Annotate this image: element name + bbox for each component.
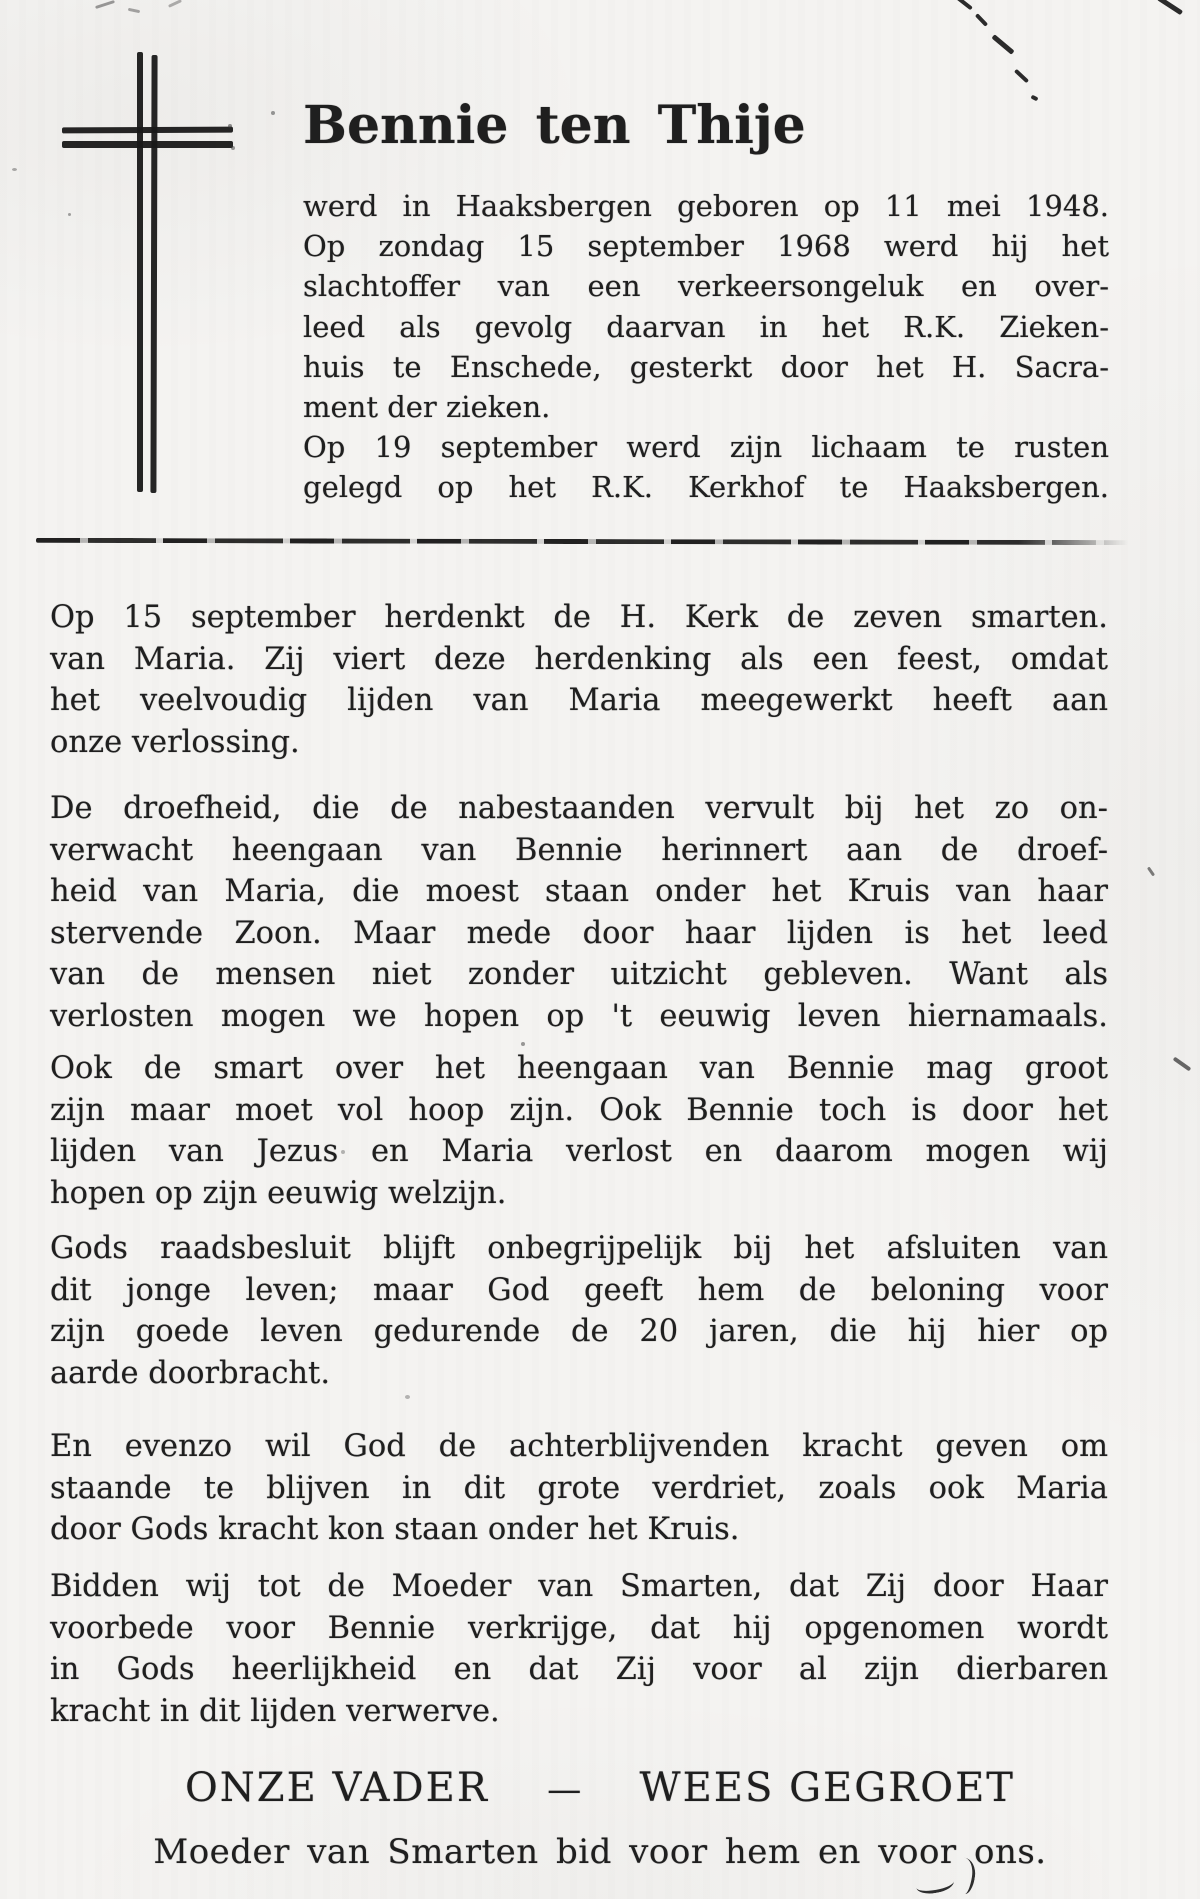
prayer-separator: — bbox=[547, 1770, 582, 1810]
text-line: verwacht heengaan van Bennie herinnert aan de droef- bbox=[50, 832, 1108, 868]
text-line: De droefheid, die de nabestaanden vervult bij het zo on- bbox=[50, 791, 1108, 826]
text-line: dit jonge leven; maar God geeft hem de beloning voor bbox=[50, 1272, 1108, 1308]
scan-scratch bbox=[953, 0, 973, 10]
scan-speck bbox=[231, 146, 235, 150]
scan-scratch bbox=[1157, 0, 1183, 15]
scan-speck bbox=[271, 111, 275, 115]
text-line: verlosten mogen we hopen op 't eeuwig leven hiernamaals. bbox=[50, 998, 1108, 1034]
scan-speck bbox=[68, 213, 71, 216]
text-line: onze verlossing. bbox=[50, 724, 300, 760]
text-line: gelegd op het R.K. Kerkhof te Haaksbergen. bbox=[303, 470, 1109, 505]
text-line: Op zondag 15 september 1968 werd hij het bbox=[303, 229, 1109, 264]
closing-line: Moeder van Smarten bid voor hem en voor ons. bbox=[153, 1832, 1047, 1872]
text-line: Op 19 september werd zijn lichaam te rusten bbox=[303, 430, 1109, 465]
text-line: ment der zieken. bbox=[303, 389, 551, 424]
text-line: hopen op zijn eeuwig welzijn. bbox=[50, 1175, 507, 1211]
text-line: Bidden wij tot de Moeder van Smarten, dat Zij door Haar bbox=[50, 1569, 1108, 1604]
scan-speck bbox=[12, 168, 17, 171]
pen-mark bbox=[915, 1873, 955, 1896]
text-line: huis te Enschede, gesterkt door het H. Sacra- bbox=[303, 349, 1109, 384]
divider-line bbox=[36, 538, 1128, 545]
scan-scratch bbox=[1173, 1057, 1192, 1072]
scan-speck bbox=[228, 124, 232, 128]
text-line: staande te blijven in dit grote verdriet, zoals ook Maria bbox=[50, 1470, 1108, 1506]
text-line: door Gods kracht kon staan onder het Kruis. bbox=[50, 1512, 740, 1547]
text-line: En evenzo wil God de achterblijvenden kracht geven om bbox=[50, 1429, 1108, 1464]
text-line: zijn maar moet vol hoop zijn. Ook Bennie toch is door het bbox=[50, 1092, 1108, 1128]
deceased-name: Bennie ten Thije bbox=[303, 95, 806, 156]
scan-scratch bbox=[1030, 95, 1038, 102]
prayer-line bbox=[185, 1764, 1015, 1814]
paragraph-hope bbox=[50, 1048, 1108, 1214]
text-line: kracht in dit lijden verwerve. bbox=[50, 1693, 500, 1729]
text-line: werd in Haaksbergen geboren op 11 mei 1948. bbox=[303, 189, 1109, 223]
text-line: leed als gevolg daarvan in het R.K. Zieken- bbox=[303, 309, 1109, 344]
biography-paragraph bbox=[303, 186, 1109, 508]
text-line: heid van Maria, die moest staan onder het Kruis van haar bbox=[50, 874, 1108, 909]
cross-horizontal-bar bbox=[62, 127, 233, 134]
scan-speck bbox=[405, 1395, 410, 1399]
cross-vertical-bar bbox=[137, 52, 143, 492]
cross-horizontal-bar bbox=[62, 141, 233, 148]
paragraph-grief bbox=[50, 788, 1108, 1037]
scan-scratch bbox=[168, 0, 182, 8]
text-line: slachtoffer van een verkeersongeluk en over- bbox=[303, 269, 1109, 304]
scan-speck bbox=[341, 1150, 345, 1154]
text-line: van Maria. Zij viert deze herdenking als een feest, omdat bbox=[50, 641, 1108, 677]
scan-speck bbox=[521, 1042, 525, 1046]
prayer-onze-vader: ONZE VADER bbox=[185, 1765, 489, 1811]
paragraph-seven-sorrows bbox=[50, 597, 1108, 763]
prayer-wees-gegroet: WEES GEGROET bbox=[639, 1765, 1015, 1811]
text-line: aarde doorbracht. bbox=[50, 1355, 331, 1391]
paragraph-gods-plan bbox=[50, 1228, 1108, 1394]
scan-scratch bbox=[95, 0, 115, 9]
text-line: voorbede voor Bennie verkrijge, dat hij opgenomen wordt bbox=[50, 1610, 1108, 1646]
scan-scratch bbox=[1147, 867, 1155, 877]
text-line: Ook de smart over het heengaan van Bennie mag groot bbox=[50, 1051, 1108, 1086]
text-line: lijden van Jezus en Maria verlost en daarom mogen wij bbox=[50, 1134, 1108, 1169]
text-line: van de mensen niet zonder uitzicht gebleven. Want als bbox=[50, 957, 1108, 992]
text-line: zijn goede leven gedurende de 20 jaren, die hij hier op bbox=[50, 1314, 1108, 1349]
text-line: stervende Zoon. Maar mede door haar lijden is het leed bbox=[50, 915, 1108, 951]
scan-scratch bbox=[991, 34, 1014, 55]
text-line: Gods raadsbesluit blijft onbegrijpelijk bij het afsluiten van bbox=[50, 1231, 1108, 1266]
cross-vertical-bar bbox=[150, 55, 157, 493]
scan-scratch bbox=[975, 13, 988, 27]
scan-scratch bbox=[1014, 69, 1029, 84]
text-line: het veelvoudig lijden van Maria meegewerkt heeft aan bbox=[50, 683, 1108, 718]
paragraph-intercession bbox=[50, 1566, 1108, 1732]
text-line: in Gods heerlijkheid en dat Zij voor al zijn dierbaren bbox=[50, 1652, 1108, 1687]
paragraph-strength bbox=[50, 1426, 1108, 1551]
scan-scratch bbox=[128, 8, 140, 13]
text-line: Op 15 september herdenkt de H. Kerk de zeven smarten. bbox=[50, 600, 1108, 635]
